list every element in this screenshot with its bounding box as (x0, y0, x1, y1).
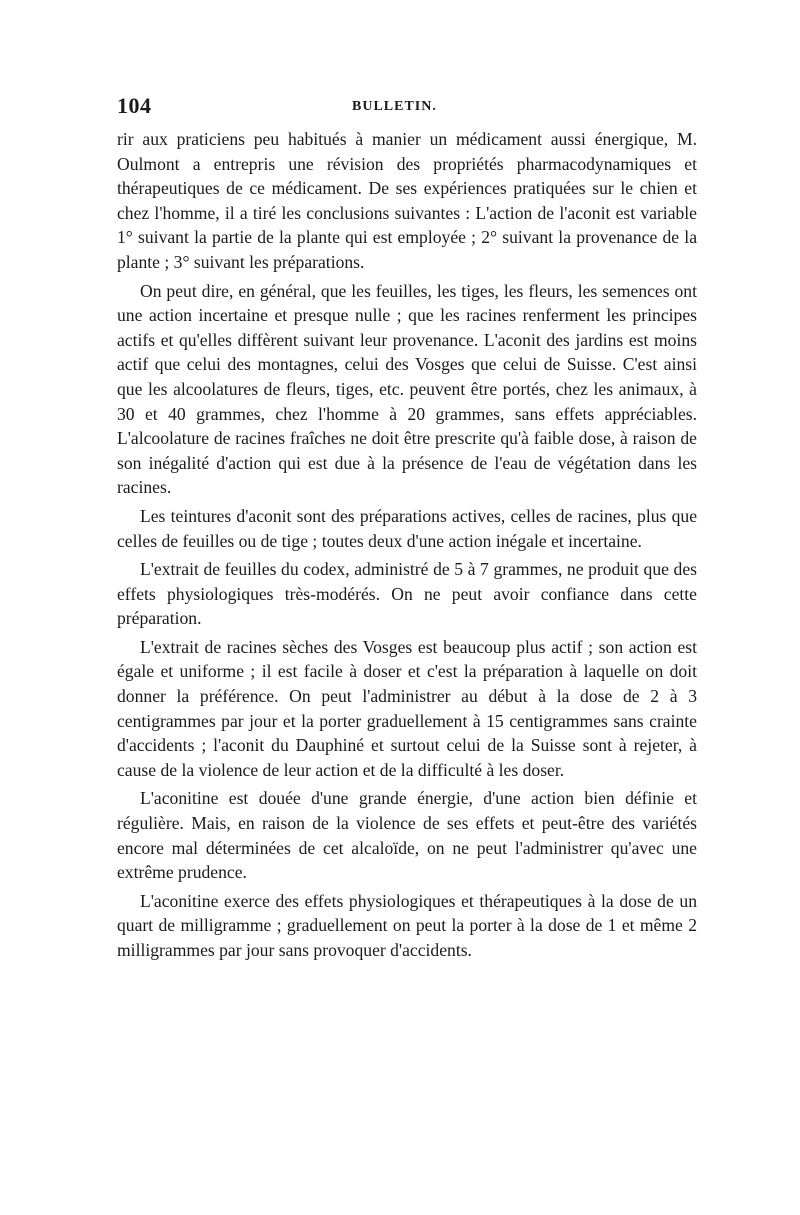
body-text (117, 127, 697, 967)
paragraph-aconitine-dose: L'aconitine exerce des effets physiologiques et thérapeutiques à la dose de un quart de milligramme ; graduellement on peut la porter à la dose de 1 et même 2 milligrammes par jour sans provoquer d'accidents. (117, 890, 697, 960)
paragraph-continuation: rir aux praticiens peu habitués à manier un médicament aussi énergique, M. Oulmont a entrepris une révision des propriétés pharmacodynamiques et thérapeutiques de ce médicament. De ses expériences pratiquées sur le chien et chez l'homme, il a tiré les conclusions suivantes : L'action de l'aconit est variable 1° suivant la partie de la plante qui est employée ; 2° suivant la provenance de la plante ; 3° suivant les préparations. (117, 129, 697, 272)
page-header (117, 93, 697, 123)
page-number: 104 (117, 93, 152, 118)
paragraph-teintures: Les teintures d'aconit sont des préparations actives, celles de racines, plus que celles de feuilles ou de tige ; toutes deux d'une action inégale et incertaine. (117, 505, 697, 551)
paragraph-aconitine-energy: L'aconitine est douée d'une grande énergie, d'une action bien définie et régulière. Mais, en raison de la violence de ses effets et peut-être des variétés encore mal déterminées de cet alcaloïde, on ne peut l'administrer qu'avec une extrême prudence. (117, 788, 697, 883)
paragraph-extrait-racines: L'extrait de racines sèches des Vosges est beaucoup plus actif ; son action est égale et uniforme ; il est facile à doser et c'est la préparation à laquelle on doit donner la préférence. On peut l'administrer au début à la dose de 2 à 3 centigrammes par jour et la porter graduellement à 15 centigrammes sans crainte d'accidents ; l'aconit du Dauphiné et surtout celui de la Suisse sont à rejeter, à cause de la violence de leur action et de la difficulté à les doser. (117, 636, 697, 780)
paragraph-general-effects: On peut dire, en général, que les feuilles, les tiges, les fleurs, les semences ont une action incertaine et presque nulle ; que les racines renferment les principes actifs et qu'elles diffèrent suivant leur provenance. L'aconit des jardins est moins actif que celui des montagnes, celui des Vosges que celui de Suisse. C'est ainsi que les alcoolatures de fleurs, tiges, etc. peuvent être portés, chez les animaux, à 30 et 40 grammes, chez l'homme à 20 grammes, sans effets appréciables. L'alcoolature de racines fraîches ne doit être prescrite qu'à faible dose, à raison de son inégalité d'action qui est due à la présence de l'eau de végétation dans les racines. (117, 280, 697, 498)
running-title: BULLETIN. (352, 99, 437, 114)
paragraph-extrait-feuilles: L'extrait de feuilles du codex, administré de 5 à 7 grammes, ne produit que des effets physiologiques très-modérés. On ne peut avoir confiance dans cette préparation. (117, 559, 697, 629)
